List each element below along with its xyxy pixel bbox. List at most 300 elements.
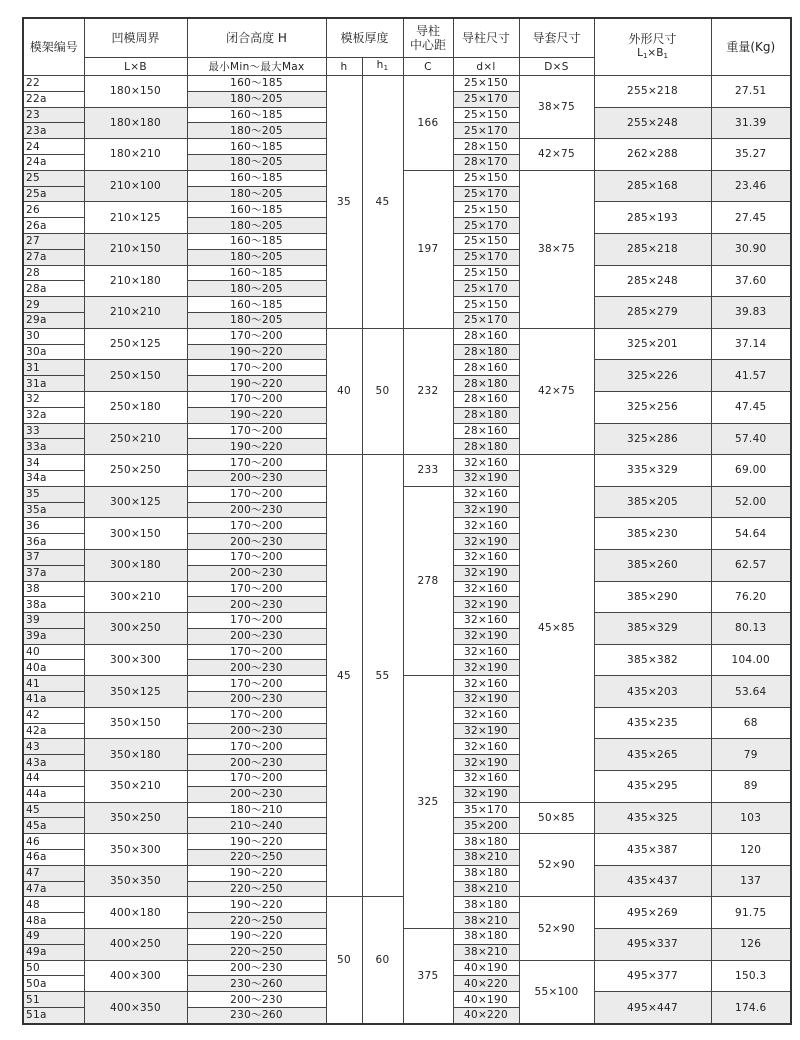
cavity-size-cell: 250×180 (84, 391, 187, 423)
guide-post-cell: 28×180 (453, 376, 519, 392)
cavity-size-cell: 300×300 (84, 644, 187, 676)
closing-height-cell: 200～230 (187, 723, 326, 739)
closing-height-cell: 220～250 (187, 850, 326, 866)
mold-id-cell: 41 (23, 676, 84, 692)
closing-height-cell: 200～230 (187, 786, 326, 802)
weight-cell: 37.14 (711, 328, 791, 360)
closing-height-cell: 180～205 (187, 123, 326, 139)
mold-id-cell: 48 (23, 897, 84, 913)
mold-base-spec-table-wrapper (22, 17, 792, 1025)
outer-size-cell: 435×265 (594, 739, 711, 771)
guide-post-cell: 38×210 (453, 850, 519, 866)
mold-id-cell: 22a (23, 91, 84, 107)
mold-id-cell: 24 (23, 139, 84, 155)
weight-cell: 69.00 (711, 455, 791, 487)
mold-id-cell: 22 (23, 76, 84, 92)
closing-height-cell: 160～185 (187, 107, 326, 123)
header-closing-height-unit: 最小Min～最大Max (187, 58, 326, 76)
cavity-size-cell: 350×250 (84, 802, 187, 834)
cavity-size-cell: 300×210 (84, 581, 187, 613)
guide-sleeve-cell: 42×75 (519, 139, 594, 171)
closing-height-cell: 180～205 (187, 249, 326, 265)
cavity-size-cell: 350×180 (84, 739, 187, 771)
header-cavity-unit: L×B (84, 58, 187, 76)
closing-height-cell: 170～200 (187, 644, 326, 660)
mold-id-cell: 41a (23, 692, 84, 708)
closing-height-cell: 210～240 (187, 818, 326, 834)
mold-base-spec-table (22, 17, 792, 1025)
header-guide-center-line2: 中心距 (409, 38, 446, 52)
guide-post-cell: 32×190 (453, 502, 519, 518)
guide-post-cell: 28×160 (453, 391, 519, 407)
outer-size-cell: 325×201 (594, 328, 711, 360)
guide-post-cell: 25×170 (453, 91, 519, 107)
weight-cell: 31.39 (711, 107, 791, 139)
cavity-size-cell: 300×150 (84, 518, 187, 550)
header-guide-post-unit: d×l (453, 58, 519, 76)
table-row (23, 455, 791, 471)
guide-sleeve-cell: 50×85 (519, 802, 594, 834)
weight-cell: 79 (711, 739, 791, 771)
cavity-size-cell: 300×180 (84, 549, 187, 581)
cavity-size-cell: 350×125 (84, 676, 187, 708)
weight-cell: 76.20 (711, 581, 791, 613)
weight-cell: 62.57 (711, 549, 791, 581)
outer-size-cell: 435×387 (594, 834, 711, 866)
cavity-size-cell: 400×180 (84, 897, 187, 929)
header-h1 (362, 58, 403, 76)
guide-post-cell: 25×150 (453, 265, 519, 281)
mold-id-cell: 26a (23, 218, 84, 234)
mold-id-cell: 36a (23, 534, 84, 550)
mold-id-cell: 35a (23, 502, 84, 518)
guide-post-cell: 32×160 (453, 549, 519, 565)
outer-size-cell: 435×203 (594, 676, 711, 708)
header-row-main (23, 18, 791, 58)
weight-cell: 47.45 (711, 391, 791, 423)
closing-height-cell: 160～185 (187, 170, 326, 186)
header-outer-size-label: 外形尺寸 (628, 31, 677, 46)
cavity-size-cell: 210×100 (84, 170, 187, 202)
mold-id-cell: 42a (23, 723, 84, 739)
unit-b: B (656, 46, 664, 59)
guide-post-cell: 40×190 (453, 960, 519, 976)
outer-size-cell: 325×286 (594, 423, 711, 455)
mold-id-cell: 32a (23, 407, 84, 423)
cavity-size-cell: 250×250 (84, 455, 187, 487)
guide-post-cell: 25×170 (453, 218, 519, 234)
mold-id-cell: 43a (23, 755, 84, 771)
guide-post-cell: 25×170 (453, 249, 519, 265)
table-row (23, 170, 791, 186)
guide-post-cell: 28×160 (453, 360, 519, 376)
guide-center-cell: 233 (403, 455, 453, 487)
closing-height-cell: 200～230 (187, 960, 326, 976)
closing-height-cell: 180～205 (187, 154, 326, 170)
guide-post-cell: 25×170 (453, 186, 519, 202)
cavity-size-cell: 250×150 (84, 360, 187, 392)
mold-id-cell: 33 (23, 423, 84, 439)
plate-thickness-h1-cell: 50 (362, 328, 403, 454)
weight-cell: 41.57 (711, 360, 791, 392)
guide-post-cell: 38×180 (453, 929, 519, 945)
guide-post-cell: 28×150 (453, 139, 519, 155)
header-guide-post: 导柱尺寸 (453, 18, 519, 58)
mold-id-cell: 50 (23, 960, 84, 976)
outer-size-cell: 385×329 (594, 613, 711, 645)
closing-height-cell: 200～230 (187, 565, 326, 581)
plate-thickness-h1-cell: 55 (362, 455, 403, 897)
mold-id-cell: 46 (23, 834, 84, 850)
unit-l: L (637, 46, 643, 59)
closing-height-cell: 200～230 (187, 755, 326, 771)
cavity-size-cell: 350×210 (84, 771, 187, 803)
weight-cell: 27.45 (711, 202, 791, 234)
guide-post-cell: 32×160 (453, 739, 519, 755)
guide-post-cell: 32×160 (453, 581, 519, 597)
guide-sleeve-cell: 52×90 (519, 834, 594, 897)
cavity-size-cell: 400×350 (84, 992, 187, 1024)
closing-height-cell: 180～205 (187, 186, 326, 202)
plate-thickness-h1-cell: 60 (362, 897, 403, 1024)
closing-height-cell: 180～210 (187, 802, 326, 818)
closing-height-cell: 160～185 (187, 297, 326, 313)
guide-post-cell: 32×190 (453, 597, 519, 613)
cavity-size-cell: 210×210 (84, 297, 187, 329)
guide-sleeve-cell: 55×100 (519, 960, 594, 1024)
closing-height-cell: 170～200 (187, 581, 326, 597)
header-guide-center (403, 18, 453, 58)
weight-cell: 52.00 (711, 486, 791, 518)
mold-id-cell: 31 (23, 360, 84, 376)
mold-id-cell: 43 (23, 739, 84, 755)
table-row (23, 676, 791, 692)
closing-height-cell: 160～185 (187, 265, 326, 281)
closing-height-cell: 170～200 (187, 423, 326, 439)
header-h: h (326, 58, 362, 76)
outer-size-cell: 495×447 (594, 992, 711, 1024)
outer-size-cell: 435×235 (594, 707, 711, 739)
guide-post-cell: 32×160 (453, 644, 519, 660)
guide-post-cell: 38×210 (453, 913, 519, 929)
outer-size-cell: 255×248 (594, 107, 711, 139)
closing-height-cell: 160～185 (187, 139, 326, 155)
outer-size-cell: 385×260 (594, 549, 711, 581)
mold-id-cell: 38a (23, 597, 84, 613)
guide-post-cell: 28×160 (453, 423, 519, 439)
mold-id-cell: 27a (23, 249, 84, 265)
mold-id-cell: 42 (23, 707, 84, 723)
weight-cell: 39.83 (711, 297, 791, 329)
weight-cell: 37.60 (711, 265, 791, 297)
guide-center-cell: 197 (403, 170, 453, 328)
plate-thickness-h-cell: 45 (326, 455, 362, 897)
guide-post-cell: 32×190 (453, 723, 519, 739)
closing-height-cell: 190～220 (187, 929, 326, 945)
weight-cell: 150.3 (711, 960, 791, 992)
mold-id-cell: 36 (23, 518, 84, 534)
guide-post-cell: 32×160 (453, 676, 519, 692)
outer-size-cell: 285×279 (594, 297, 711, 329)
guide-post-cell: 32×190 (453, 692, 519, 708)
weight-cell: 174.6 (711, 992, 791, 1024)
mold-id-cell: 37 (23, 549, 84, 565)
closing-height-cell: 200～230 (187, 470, 326, 486)
cavity-size-cell: 350×150 (84, 707, 187, 739)
weight-cell: 30.90 (711, 233, 791, 265)
closing-height-cell: 180～205 (187, 91, 326, 107)
closing-height-cell: 170～200 (187, 771, 326, 787)
weight-cell: 68 (711, 707, 791, 739)
header-cavity: 凹模周界 (84, 18, 187, 58)
unit-b-sub: 1 (663, 51, 668, 60)
table-row (23, 486, 791, 502)
mold-id-cell: 31a (23, 376, 84, 392)
mold-id-cell: 46a (23, 850, 84, 866)
mold-id-cell: 49a (23, 944, 84, 960)
weight-cell: 27.51 (711, 76, 791, 108)
mold-id-cell: 51 (23, 992, 84, 1008)
mold-id-cell: 28a (23, 281, 84, 297)
header-h1-sub: 1 (383, 64, 389, 72)
guide-post-cell: 32×190 (453, 628, 519, 644)
guide-sleeve-cell: 52×90 (519, 897, 594, 960)
table-row (23, 328, 791, 344)
mold-id-cell: 45 (23, 802, 84, 818)
outer-size-cell: 285×218 (594, 233, 711, 265)
cavity-size-cell: 350×300 (84, 834, 187, 866)
plate-thickness-h-cell: 50 (326, 897, 362, 1024)
outer-size-cell: 335×329 (594, 455, 711, 487)
mold-id-cell: 44a (23, 786, 84, 802)
closing-height-cell: 170～200 (187, 455, 326, 471)
guide-post-cell: 38×180 (453, 865, 519, 881)
mold-id-cell: 35 (23, 486, 84, 502)
header-guide-sleeve-unit: D×S (519, 58, 594, 76)
cavity-size-cell: 250×125 (84, 328, 187, 360)
mold-id-cell: 50a (23, 976, 84, 992)
closing-height-cell: 200～230 (187, 692, 326, 708)
cavity-size-cell: 400×300 (84, 960, 187, 992)
unit-l-sub: 1 (642, 51, 648, 60)
closing-height-cell: 200～230 (187, 597, 326, 613)
header-outer-size-unit (595, 46, 711, 63)
header-h1-main: h (376, 59, 384, 71)
guide-post-cell: 38×180 (453, 897, 519, 913)
mold-id-cell: 49 (23, 929, 84, 945)
outer-size-cell: 385×290 (594, 581, 711, 613)
closing-height-cell: 230～260 (187, 976, 326, 992)
plate-thickness-h1-cell: 45 (362, 76, 403, 329)
guide-post-cell: 35×200 (453, 818, 519, 834)
table-row (23, 929, 791, 945)
guide-sleeve-cell: 38×75 (519, 170, 594, 328)
weight-cell: 54.64 (711, 518, 791, 550)
table-body (23, 76, 791, 1024)
closing-height-cell: 170～200 (187, 707, 326, 723)
closing-height-cell: 200～230 (187, 534, 326, 550)
cavity-size-cell: 400×250 (84, 929, 187, 961)
guide-sleeve-cell: 42×75 (519, 328, 594, 454)
mold-id-cell: 26 (23, 202, 84, 218)
table-row (23, 76, 791, 92)
mold-id-cell: 40 (23, 644, 84, 660)
closing-height-cell: 160～185 (187, 202, 326, 218)
mold-id-cell: 34a (23, 470, 84, 486)
mold-id-cell: 25 (23, 170, 84, 186)
mold-id-cell: 24a (23, 154, 84, 170)
mold-id-cell: 23a (23, 123, 84, 139)
mold-id-cell: 47 (23, 865, 84, 881)
header-closing-height: 闭合高度 H (187, 18, 326, 58)
guide-post-cell: 25×150 (453, 202, 519, 218)
mold-id-cell: 23 (23, 107, 84, 123)
guide-post-cell: 40×220 (453, 1008, 519, 1024)
cavity-size-cell: 180×150 (84, 76, 187, 108)
guide-post-cell: 40×220 (453, 976, 519, 992)
outer-size-cell: 435×437 (594, 865, 711, 897)
closing-height-cell: 190～220 (187, 897, 326, 913)
mold-id-cell: 40a (23, 660, 84, 676)
closing-height-cell: 160～185 (187, 233, 326, 249)
mold-id-cell: 27 (23, 233, 84, 249)
guide-post-cell: 25×150 (453, 297, 519, 313)
closing-height-cell: 160～185 (187, 76, 326, 92)
outer-size-cell: 385×230 (594, 518, 711, 550)
weight-cell: 120 (711, 834, 791, 866)
guide-sleeve-cell: 45×85 (519, 455, 594, 803)
mold-id-cell: 28 (23, 265, 84, 281)
closing-height-cell: 170～200 (187, 739, 326, 755)
guide-post-cell: 32×160 (453, 613, 519, 629)
guide-post-cell: 32×190 (453, 786, 519, 802)
mold-id-cell: 25a (23, 186, 84, 202)
weight-cell: 103 (711, 802, 791, 834)
guide-post-cell: 32×190 (453, 755, 519, 771)
closing-height-cell: 200～230 (187, 502, 326, 518)
closing-height-cell: 190～220 (187, 834, 326, 850)
outer-size-cell: 385×382 (594, 644, 711, 676)
guide-post-cell: 32×190 (453, 565, 519, 581)
guide-post-cell: 32×190 (453, 534, 519, 550)
closing-height-cell: 190～220 (187, 407, 326, 423)
outer-size-cell: 262×288 (594, 139, 711, 171)
mold-id-cell: 37a (23, 565, 84, 581)
closing-height-cell: 170～200 (187, 360, 326, 376)
guide-post-cell: 32×160 (453, 486, 519, 502)
guide-post-cell: 38×210 (453, 881, 519, 897)
mold-id-cell: 45a (23, 818, 84, 834)
weight-cell: 35.27 (711, 139, 791, 171)
guide-center-cell: 278 (403, 486, 453, 676)
plate-thickness-h-cell: 35 (326, 76, 362, 329)
mold-id-cell: 30 (23, 328, 84, 344)
guide-post-cell: 25×170 (453, 312, 519, 328)
closing-height-cell: 170～200 (187, 613, 326, 629)
guide-post-cell: 32×160 (453, 518, 519, 534)
guide-post-cell: 32×160 (453, 707, 519, 723)
plate-thickness-h-cell: 40 (326, 328, 362, 454)
guide-post-cell: 25×170 (453, 281, 519, 297)
guide-center-cell: 166 (403, 76, 453, 171)
closing-height-cell: 170～200 (187, 391, 326, 407)
guide-post-cell: 32×160 (453, 455, 519, 471)
closing-height-cell: 230～260 (187, 1008, 326, 1024)
closing-height-cell: 190～220 (187, 865, 326, 881)
weight-cell: 80.13 (711, 613, 791, 645)
mold-id-cell: 39a (23, 628, 84, 644)
guide-post-cell: 38×210 (453, 944, 519, 960)
cavity-size-cell: 180×210 (84, 139, 187, 171)
guide-post-cell: 40×190 (453, 992, 519, 1008)
cavity-size-cell: 300×250 (84, 613, 187, 645)
header-plate-thickness: 模板厚度 (326, 18, 403, 58)
mold-id-cell: 48a (23, 913, 84, 929)
guide-post-cell: 28×180 (453, 439, 519, 455)
mold-id-cell: 33a (23, 439, 84, 455)
mold-id-cell: 51a (23, 1008, 84, 1024)
closing-height-cell: 220～250 (187, 913, 326, 929)
weight-cell: 137 (711, 865, 791, 897)
closing-height-cell: 190～220 (187, 439, 326, 455)
closing-height-cell: 170～200 (187, 549, 326, 565)
outer-size-cell: 435×295 (594, 771, 711, 803)
guide-post-cell: 25×150 (453, 107, 519, 123)
mold-id-cell: 29 (23, 297, 84, 313)
closing-height-cell: 170～200 (187, 518, 326, 534)
weight-cell: 53.64 (711, 676, 791, 708)
closing-height-cell: 170～200 (187, 328, 326, 344)
closing-height-cell: 220～250 (187, 944, 326, 960)
guide-post-cell: 28×160 (453, 328, 519, 344)
cavity-size-cell: 300×125 (84, 486, 187, 518)
outer-size-cell: 325×256 (594, 391, 711, 423)
mold-id-cell: 34 (23, 455, 84, 471)
guide-post-cell: 32×160 (453, 771, 519, 787)
cavity-size-cell: 210×150 (84, 233, 187, 265)
guide-post-cell: 25×150 (453, 170, 519, 186)
cavity-size-cell: 180×180 (84, 107, 187, 139)
outer-size-cell: 385×205 (594, 486, 711, 518)
guide-center-cell: 325 (403, 676, 453, 929)
outer-size-cell: 435×325 (594, 802, 711, 834)
closing-height-cell: 200～230 (187, 660, 326, 676)
header-weight: 重量(Kg) (711, 18, 791, 76)
mold-id-cell: 32 (23, 391, 84, 407)
guide-center-cell: 232 (403, 328, 453, 454)
mold-id-cell: 38 (23, 581, 84, 597)
guide-sleeve-cell: 38×75 (519, 76, 594, 139)
cavity-size-cell: 210×180 (84, 265, 187, 297)
unit-x: × (647, 46, 657, 59)
mold-id-cell: 44 (23, 771, 84, 787)
cavity-size-cell: 250×210 (84, 423, 187, 455)
outer-size-cell: 495×337 (594, 929, 711, 961)
guide-post-cell: 28×180 (453, 344, 519, 360)
header-guide-sleeve: 导套尺寸 (519, 18, 594, 58)
outer-size-cell: 285×193 (594, 202, 711, 234)
guide-post-cell: 35×170 (453, 802, 519, 818)
closing-height-cell: 190～220 (187, 344, 326, 360)
guide-post-cell: 38×180 (453, 834, 519, 850)
guide-post-cell: 28×170 (453, 154, 519, 170)
weight-cell: 23.46 (711, 170, 791, 202)
closing-height-cell: 180～205 (187, 281, 326, 297)
cavity-size-cell: 210×125 (84, 202, 187, 234)
outer-size-cell: 285×248 (594, 265, 711, 297)
outer-size-cell: 325×226 (594, 360, 711, 392)
mold-id-cell: 47a (23, 881, 84, 897)
